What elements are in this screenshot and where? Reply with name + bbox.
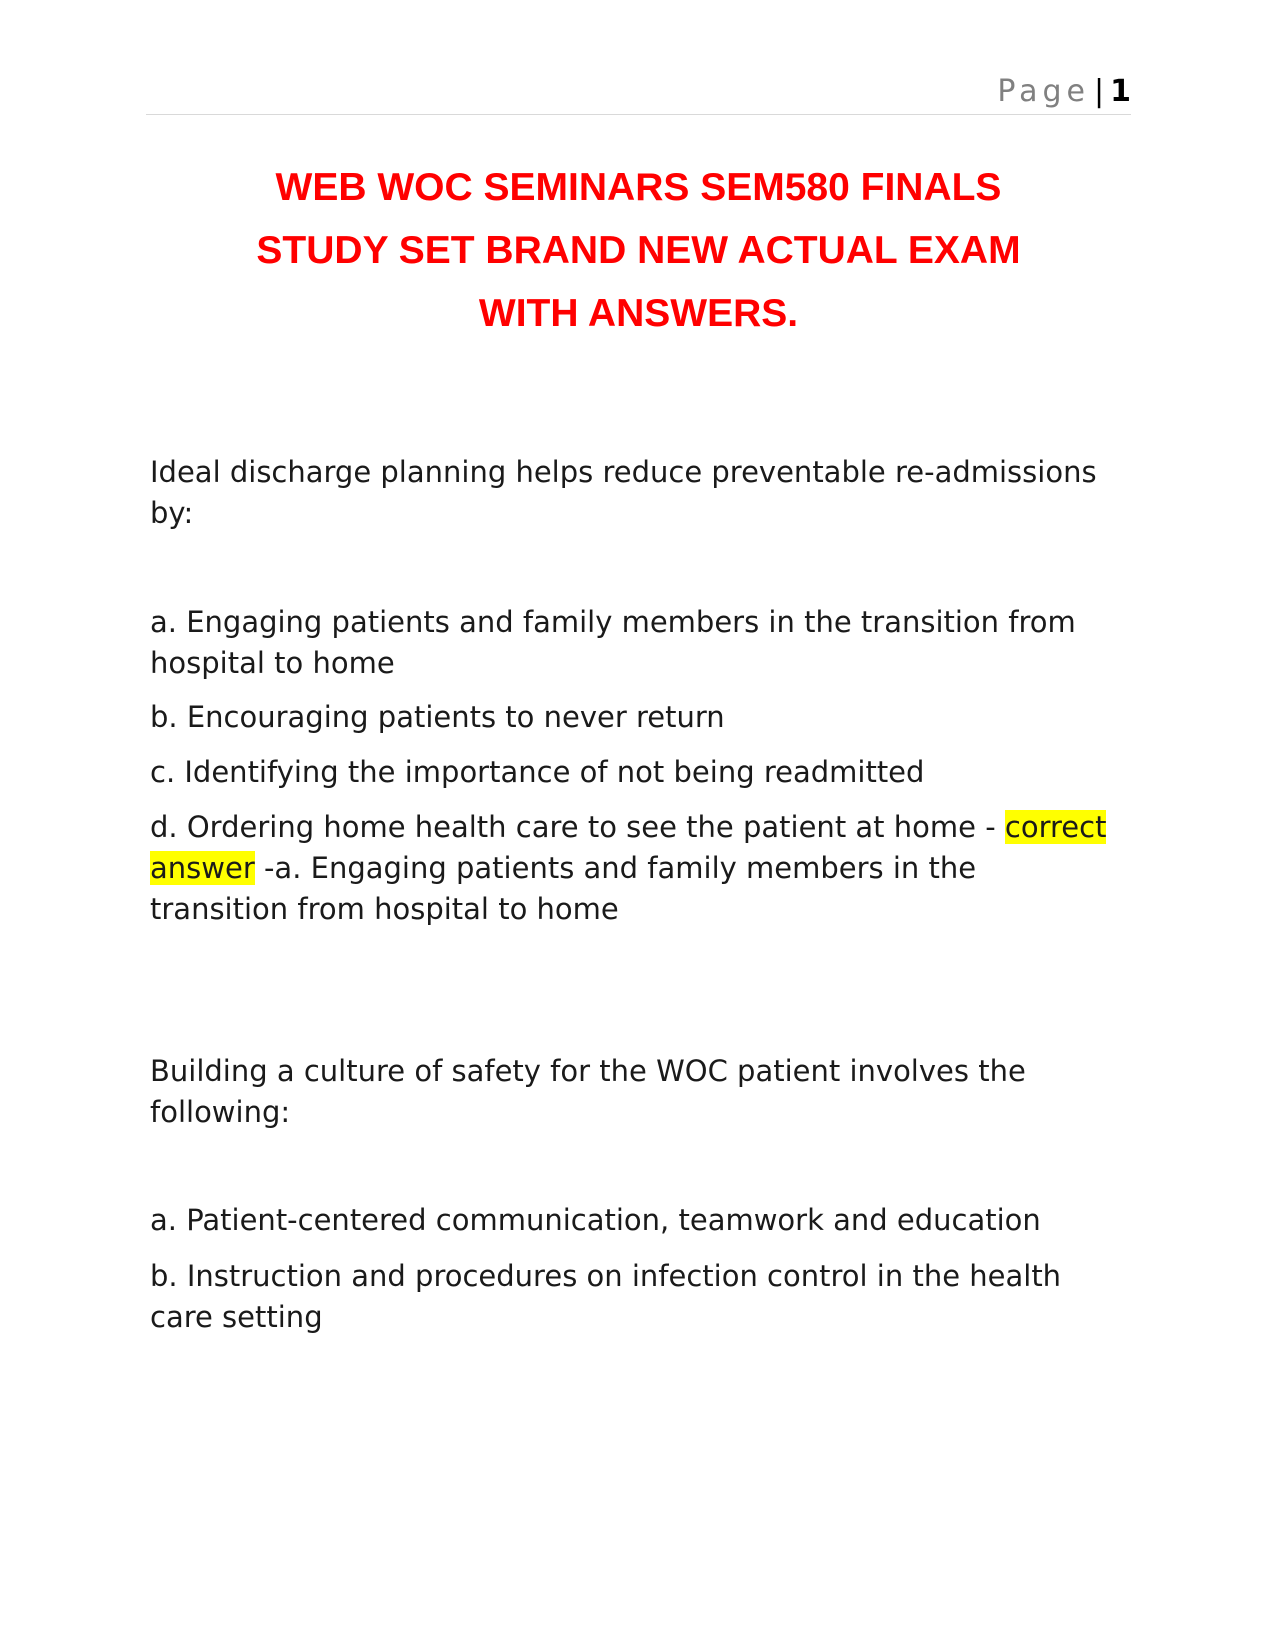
title-line-3: WITH ANSWERS. xyxy=(478,292,799,335)
page-number-label xyxy=(997,74,1131,110)
question-1-option-b: b. Encouraging patients to never return xyxy=(150,700,725,734)
question-1-option-d: d. Ordering home health care to see the patient at home - xyxy=(150,810,1005,844)
question-2-text: Building a culture of safety for the WOC patient involves the following: xyxy=(150,1054,1026,1129)
question-1-option-c: c. Identifying the importance of not being readmitted xyxy=(150,755,925,789)
question-1-text: Ideal discharge planning helps reduce preventable re-admissions by: xyxy=(150,455,1097,530)
page-number: 1 xyxy=(1110,74,1131,109)
question-1-option-d-with-answer xyxy=(150,807,1120,930)
question-2-option-a: a. Patient-centered communication, teamwork and education xyxy=(150,1203,1041,1237)
page-header xyxy=(146,70,1131,115)
page-word: Page xyxy=(997,74,1091,109)
title-line-1: WEB WOC SEMINARS SEM580 FINALS xyxy=(275,166,1002,209)
question-2-option-b: b. Instruction and procedures on infection control in the health care setting xyxy=(150,1259,1062,1334)
question-1-option-a: a. Engaging patients and family members in the transition from hospital to home xyxy=(150,605,1076,680)
document-title xyxy=(146,156,1131,345)
page-separator: | xyxy=(1094,74,1105,109)
title-line-2: STUDY SET BRAND NEW ACTUAL EXAM xyxy=(256,229,1021,272)
correct-answer-highlight: correct answer xyxy=(150,810,1107,885)
question-1-answer-text: -a. Engaging patients and family members in the transition from hospital to home xyxy=(150,851,977,926)
